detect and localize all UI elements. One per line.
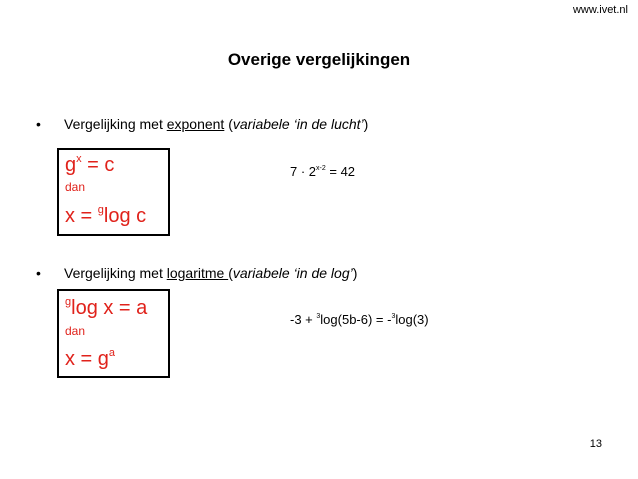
logarithm-rule-box: [57, 289, 170, 378]
site-url: www.ivet.nl: [572, 4, 628, 16]
rule2-log-base: g: [65, 296, 72, 308]
ex2-post: log(3): [395, 312, 429, 327]
rule2-dan: dan: [65, 324, 86, 338]
logarithm-example: [290, 312, 429, 327]
page-number: 13: [589, 438, 602, 450]
exponent-rule-line3: [65, 205, 146, 226]
slide-title: Overige vergelijkingen: [227, 50, 411, 69]
section1-prefix: Vergelijking met: [64, 116, 167, 132]
section2-keyword: logaritme: [166, 265, 229, 281]
section2-heading: [64, 265, 357, 281]
section1-italic: variabele ‘in de lucht’: [232, 116, 364, 132]
section2-prefix: Vergelijking met: [64, 265, 167, 281]
ex2-log-base-1: 3: [316, 313, 321, 320]
ex1-exponent: x-2: [316, 165, 326, 172]
ex2-pre: -3 +: [290, 312, 317, 327]
rule1-base: g: [65, 154, 77, 176]
bullet-1: •: [36, 116, 41, 132]
rule1-dan: dan: [65, 180, 86, 194]
rule1-line3-pre: x =: [65, 205, 98, 227]
ex1-post: = 42: [325, 164, 356, 179]
ex2-mid: log(5b-6) = -: [320, 312, 392, 327]
rule1-line3-rest: log c: [103, 205, 147, 227]
exponent-example: [290, 164, 355, 179]
section2-middle: (: [228, 265, 233, 281]
ex2-log-base-2: 3: [391, 313, 396, 320]
rule1-rest: = c: [81, 154, 115, 176]
section2-suffix: ): [352, 265, 358, 281]
bullet-2: •: [36, 265, 41, 281]
rule2-line3-pre: x = g: [65, 348, 109, 370]
section1-keyword: exponent: [166, 116, 225, 132]
section1-heading: [64, 116, 368, 132]
ex1-pre: 7 · 2: [290, 164, 317, 179]
rule1-log-base: g: [97, 204, 104, 216]
rule1-exponent: x: [76, 153, 82, 165]
exponent-rule-line1: [65, 154, 114, 175]
exponent-rule-box: [57, 148, 170, 236]
logarithm-rule-line3: [65, 348, 115, 369]
logarithm-rule-line1: [65, 297, 147, 318]
section1-suffix: ): [363, 116, 369, 132]
rule2-exponent: a: [108, 347, 116, 359]
rule2-line1-rest: log x = a: [71, 297, 148, 319]
section1-middle: (: [224, 116, 233, 132]
section2-italic: variabele ‘in de log’: [232, 265, 353, 281]
